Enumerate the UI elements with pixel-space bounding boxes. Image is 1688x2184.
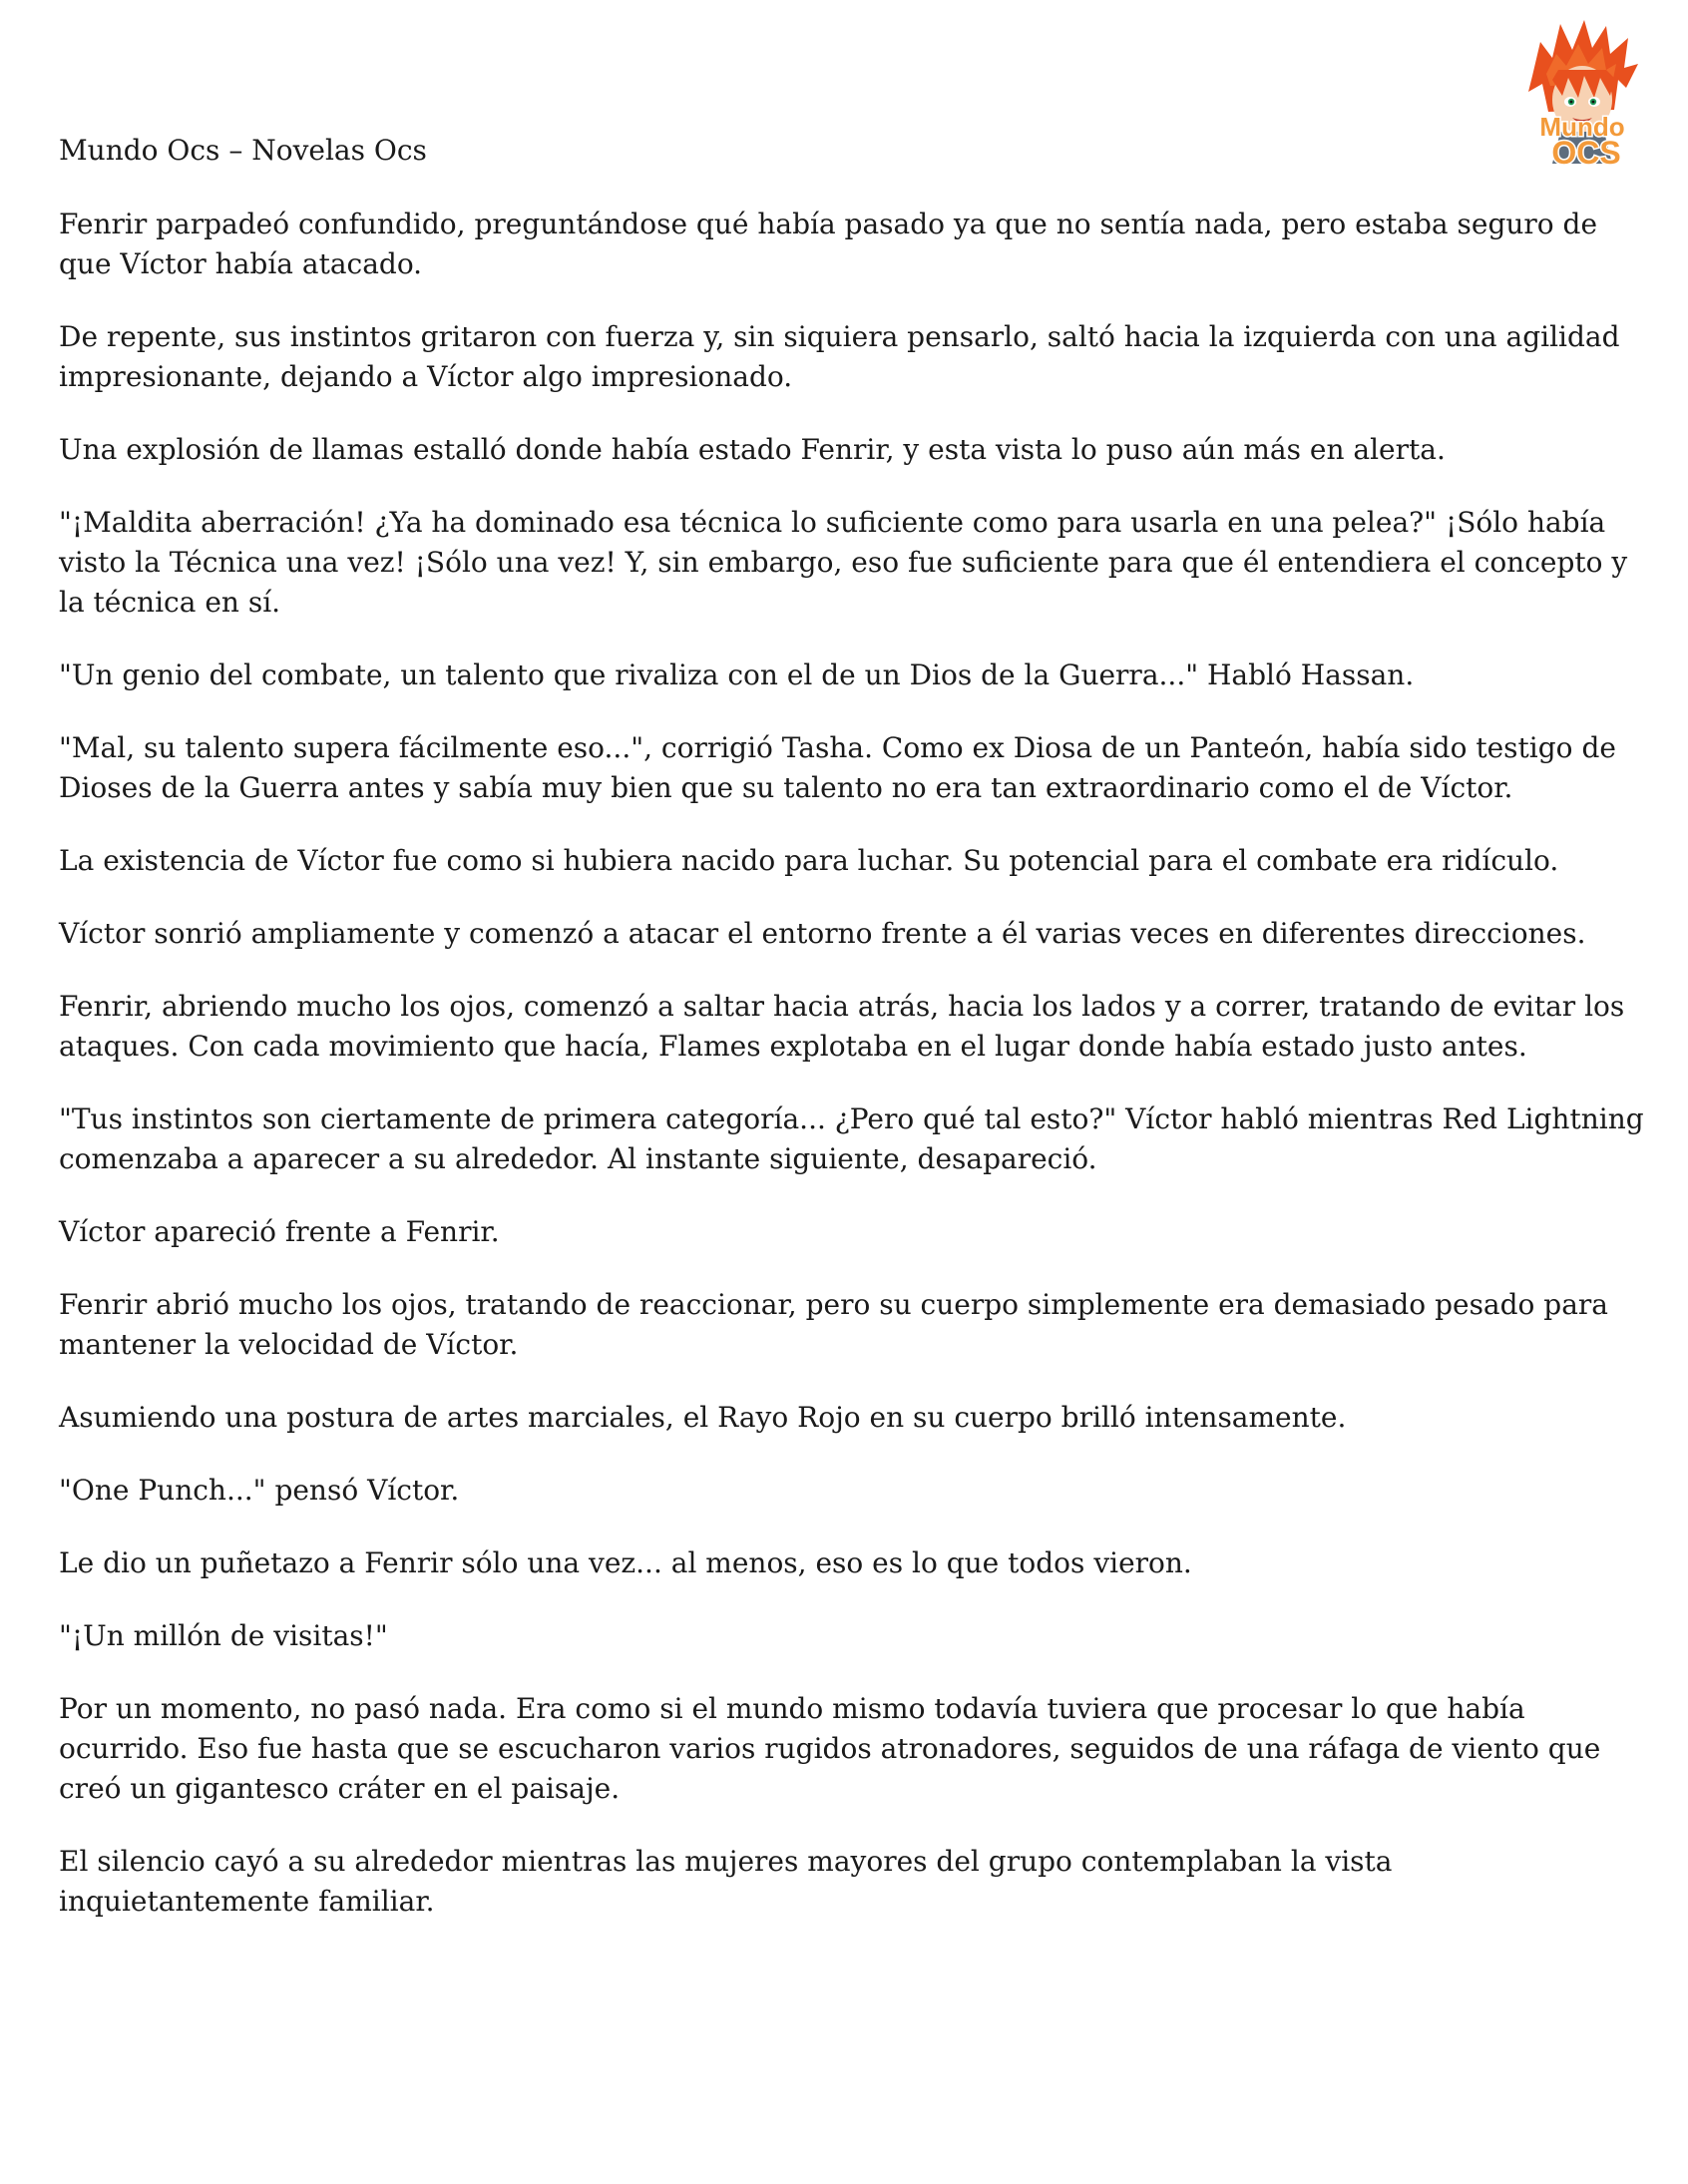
paragraph: Una explosión de llamas estalló donde había estado Fenrir, y esta vista lo puso aún más en alerta. <box>59 433 1446 466</box>
document-body <box>59 205 1645 1955</box>
paragraph: "¡Maldita aberración! ¿Ya ha dominado esa técnica lo suficiente como para usarla en una pelea?" ¡Sólo había visto la Técnica una vez! ¡Sólo una vez! Y, sin embargo, eso fue suficiente para que él entendiera el concepto y la técnica en sí. <box>59 506 1628 619</box>
paragraph: "Tus instintos son ciertamente de primera categoría... ¿Pero qué tal esto?" Víctor habló mientras Red Lightning comenzaba a aparecer a su alrededor. Al instante siguiente, desapareció. <box>59 1102 1644 1175</box>
paragraph: "One Punch..." pensó Víctor. <box>59 1474 460 1507</box>
paragraph: Le dio un puñetazo a Fenrir sólo una vez... al menos, eso es lo que todos vieron. <box>59 1546 1192 1579</box>
paragraph: Asumiendo una postura de artes marciales, el Rayo Rojo en su cuerpo brilló intensamente. <box>59 1401 1347 1434</box>
logo-text-line2: OCS <box>1551 135 1621 171</box>
paragraph: Víctor apareció frente a Fenrir. <box>59 1215 500 1248</box>
paragraph: "Un genio del combate, un talento que rivaliza con el de un Dios de la Guerra..." Habló Hassan. <box>59 658 1415 691</box>
paragraph: Por un momento, no pasó nada. Era como si el mundo mismo todavía tuviera que procesar lo que había ocurrido. Eso fue hasta que se escucharon varios rugidos atronadores, seguidos de una ráfaga de viento que creó un gigantesco cráter en el paisaje. <box>59 1692 1601 1805</box>
paragraph: De repente, sus instintos gritaron con fuerza y, sin siquiera pensarlo, saltó hacia la izquierda con una agilidad impresionante, dejando a Víctor algo impresionado. <box>59 320 1620 393</box>
mundo-ocs-logo <box>1502 14 1662 174</box>
paragraph: Fenrir, abriendo mucho los ojos, comenzó a saltar hacia atrás, hacia los lados y a correr, tratando de evitar los ataques. Con cada movimiento que hacía, Flames explotaba en el lugar donde había estado justo antes. <box>59 990 1625 1063</box>
logo-text-line1: Mundo <box>1539 112 1625 142</box>
paragraph: Víctor sonrió ampliamente y comenzó a atacar el entorno frente a él varias veces en diferentes direcciones. <box>59 917 1586 950</box>
paragraph: El silencio cayó a su alrededor mientras las mujeres mayores del grupo contemplaban la vista inquietantemente familiar. <box>59 1845 1393 1918</box>
paragraph: "Mal, su talento supera fácilmente eso...", corrigió Tasha. Como ex Diosa de un Panteón, había sido testigo de Dioses de la Guerra antes y sabía muy bien que su talento no era tan extraordinario como el de Víctor. <box>59 731 1616 804</box>
paragraph: "¡Un millón de visitas!" <box>59 1619 388 1652</box>
paragraph: Fenrir parpadeó confundido, preguntándose qué había pasado ya que no sentía nada, pero estaba seguro de que Víctor había atacado. <box>59 208 1598 280</box>
document-header: Mundo Ocs – Novelas Ocs <box>59 134 427 167</box>
paragraph: Fenrir abrió mucho los ojos, tratando de reaccionar, pero su cuerpo simplemente era demasiado pesado para mantener la velocidad de Víctor. <box>59 1288 1609 1361</box>
paragraph: La existencia de Víctor fue como si hubiera nacido para luchar. Su potencial para el combate era ridículo. <box>59 844 1559 877</box>
